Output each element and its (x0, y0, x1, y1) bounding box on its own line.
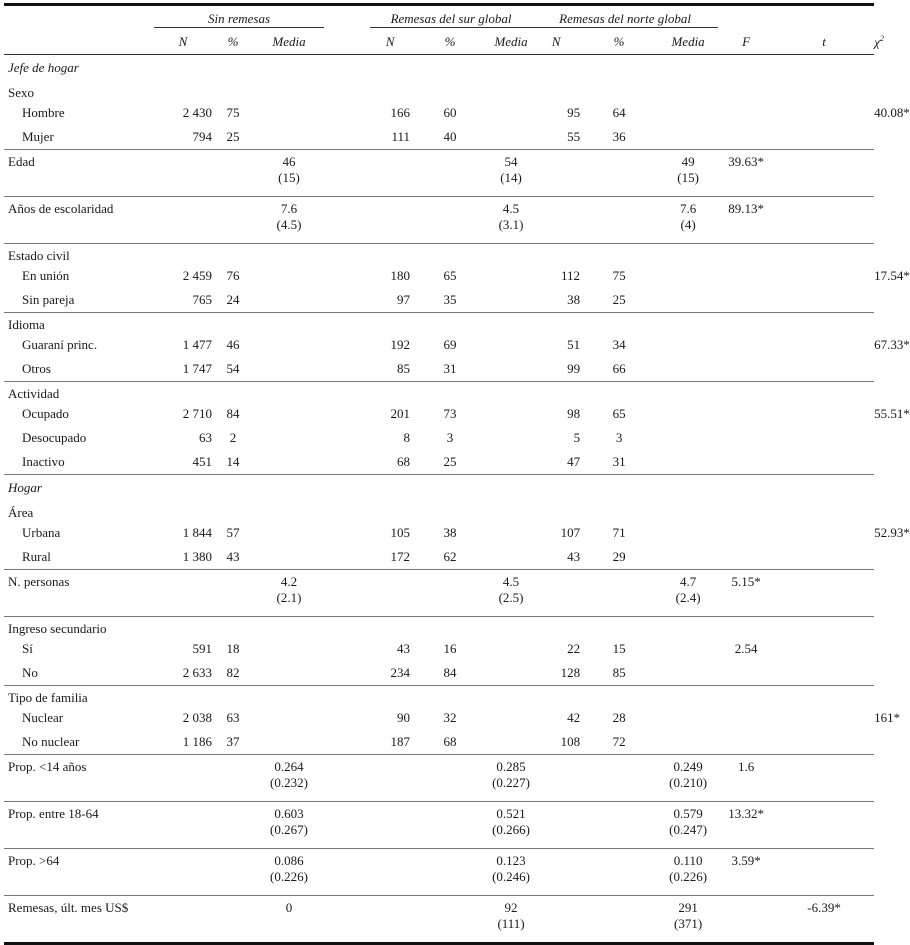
table-row (4, 545, 874, 570)
table-row (4, 244, 874, 265)
cell-pct-3: 72 (612, 734, 626, 749)
cell-media-2: 0.521 (0.266) (492, 806, 530, 837)
table-row: Nuclear 2 038 63 90 32 42 28 161* (4, 706, 874, 730)
table-row (4, 617, 874, 638)
cell-n-2: 8 (403, 430, 411, 445)
cell-n-3: 99 (567, 361, 581, 376)
cell-pct-2: 65 (443, 268, 457, 283)
table-row (4, 849, 874, 896)
row-label: Ocupado (22, 406, 69, 421)
col-pct-2: % (444, 34, 456, 49)
cell-n-2: 166 (390, 105, 411, 120)
row-label: Guaraní princ. (22, 337, 98, 352)
cell-pct-3: 34 (612, 337, 626, 352)
section-label-jefe: Jefe de hogar (8, 60, 79, 75)
table-row (4, 755, 874, 802)
cell-media-3: 7.6 (4) (679, 201, 697, 232)
table-row (4, 357, 874, 382)
cell-pct-2: 16 (443, 641, 457, 656)
col-media-1: Media (272, 34, 306, 49)
table-row (4, 81, 874, 101)
table-row: Ocupado 2 710 84 201 73 98 65 55.51* (4, 402, 874, 426)
cell-pct-1: 63 (226, 710, 240, 725)
cell-n-1: 63 (199, 430, 212, 445)
cell-f: 39.63* (728, 154, 764, 169)
group-header-row (4, 6, 874, 30)
cell-f: 1.6 (737, 759, 755, 774)
cell-n-1: 2 038 (182, 710, 212, 725)
cell-media-2: 92 (111) (497, 900, 525, 931)
col-n-3: N (551, 34, 561, 49)
section-row-jefe (4, 55, 874, 82)
cell-media-3: 0.110 (0.226) (669, 853, 708, 884)
cell-pct-1: 54 (226, 361, 240, 376)
cell-n-3: 55 (567, 129, 581, 144)
table-row (4, 288, 874, 313)
cell-pct-3: 29 (612, 549, 626, 564)
cell-media-2: 54 (14) (500, 154, 522, 185)
row-label: Prop. >64 (8, 853, 60, 868)
cell-pct-1: 82 (226, 665, 240, 680)
row-label: Urbana (22, 525, 61, 540)
row-label: Desocupado (22, 430, 87, 445)
table-row (4, 426, 874, 450)
table-row: Urbana 1 844 57 105 38 107 71 52.93* (4, 521, 874, 545)
row-label: Otros (22, 361, 51, 376)
row-label: Inactivo (22, 454, 65, 469)
table-row (4, 637, 874, 661)
table-row (4, 686, 874, 707)
cell-pct-2: 60 (443, 105, 457, 120)
row-label: Prop. <14 años (8, 759, 87, 774)
cell-pct-2: 32 (443, 710, 457, 725)
cell-pct-1: 57 (226, 525, 240, 540)
cell-media-1: 0.264 (0.232) (270, 759, 308, 790)
cell-pct-2: 40 (443, 129, 457, 144)
cell-media-3: 49 (15) (677, 154, 699, 185)
cell-media-1: 0.603 (0.267) (270, 806, 308, 837)
table-row (4, 197, 874, 244)
cell-pct-1: 37 (226, 734, 240, 749)
cell-n-1: 591 (192, 641, 212, 656)
section-row-hogar (4, 475, 874, 502)
cell-media-1: 4.2 (2.1) (276, 574, 302, 605)
cell-n-3: 47 (567, 454, 581, 469)
cell-pct-2: 62 (443, 549, 457, 564)
col-f: F (742, 34, 751, 49)
cell-n-2: 192 (390, 337, 411, 352)
cell-pct-3: 66 (612, 361, 626, 376)
cell-n-3: 51 (567, 337, 581, 352)
cell-media-3: 0.579 (0.247) (669, 806, 708, 837)
cell-media-1: 46 (15) (278, 154, 300, 185)
cell-pct-1: 43 (226, 549, 240, 564)
cell-pct-3: 15 (612, 641, 626, 656)
cell-media-2: 0.123 (0.246) (492, 853, 530, 884)
table-row (4, 570, 874, 617)
col-pct-3: % (613, 34, 625, 49)
cell-f: 3.59* (731, 853, 761, 868)
cell-n-3: 43 (567, 549, 581, 564)
row-label: No (22, 665, 38, 680)
cell-n-2: 180 (390, 268, 411, 283)
cell-n-2: 97 (397, 292, 411, 307)
cell-n-1: 2 430 (182, 105, 212, 120)
cell-pct-3: 75 (612, 268, 626, 283)
group-header-sur-global: Remesas del sur global (370, 11, 532, 28)
cell-n-3: 5 (573, 430, 581, 445)
cell-f: 5.15* (731, 574, 761, 589)
row-label: Ingreso secundario (8, 621, 107, 636)
cell-n-3: 22 (567, 641, 581, 656)
cell-n-2: 85 (397, 361, 411, 376)
cell-n-2: 111 (391, 129, 411, 144)
table-row (4, 125, 874, 150)
row-label: Prop. entre 18-64 (8, 806, 99, 821)
group-header-norte-global: Remesas del norte global (532, 11, 718, 28)
col-n-2: N (385, 34, 395, 49)
cell-pct-3: 65 (612, 406, 626, 421)
cell-pct-3: 85 (612, 665, 626, 680)
cell-media-2: 4.5 (2.5) (498, 574, 524, 605)
row-label: Sexo (8, 85, 34, 100)
row-label: Sin pareja (22, 292, 75, 307)
cell-pct-3: 25 (612, 292, 626, 307)
cell-pct-3: 64 (612, 105, 626, 120)
cell-media-1: 7.6 (4.5) (276, 201, 302, 232)
cell-n-3: 98 (567, 406, 581, 421)
data-table (4, 6, 910, 942)
cell-pct-1: 84 (226, 406, 240, 421)
cell-pct-3: 71 (612, 525, 626, 540)
table-row: En unión 2 459 76 180 65 112 75 17.54* (4, 264, 874, 288)
cell-pct-2: 25 (443, 454, 457, 469)
col-pct-1: % (227, 34, 239, 49)
cell-pct-3: 3 (615, 430, 623, 445)
row-label: Rural (22, 549, 51, 564)
cell-n-2: 105 (390, 525, 411, 540)
table-row (4, 661, 874, 686)
cell-n-3: 128 (560, 665, 581, 680)
cell-n-1: 1 747 (182, 361, 212, 376)
cell-n-3: 95 (567, 105, 581, 120)
cell-pct-3: 36 (612, 129, 626, 144)
col-media-2: Media (494, 34, 528, 49)
row-label: Edad (8, 154, 35, 169)
cell-media-2: 0.285 (0.227) (492, 759, 530, 790)
chi-superscript: 2 (879, 33, 884, 43)
table-row (4, 501, 874, 521)
column-header-row: N % Media N % Media N % Media F t $\chi^2$ (4, 30, 874, 55)
cell-media-1: 0.086 (0.226) (270, 853, 308, 884)
row-label: Tipo de familia (8, 690, 88, 705)
cell-pct-1: 25 (226, 129, 240, 144)
cell-pct-3: 28 (612, 710, 626, 725)
row-label: Estado civil (8, 248, 70, 263)
table-row (4, 150, 874, 197)
cell-n-1: 794 (192, 129, 212, 144)
group-header-sin-remesas: Sin remesas (154, 11, 324, 28)
row-label: Mujer (22, 129, 54, 144)
cell-pct-2: 31 (443, 361, 457, 376)
cell-n-1: 765 (192, 292, 212, 307)
cell-f: 89.13* (728, 201, 764, 216)
cell-n-3: 108 (560, 734, 581, 749)
cell-pct-2: 68 (443, 734, 457, 749)
cell-media-1: 0 (285, 900, 293, 915)
row-label: Años de escolaridad (8, 201, 114, 216)
cell-n-3: 38 (567, 292, 581, 307)
cell-pct-1: 18 (226, 641, 240, 656)
row-label: Sí (22, 641, 33, 656)
cell-media-3: 0.249 (0.210) (669, 759, 708, 790)
cell-media-3: 291 (371) (673, 900, 703, 931)
cell-n-2: 234 (390, 665, 411, 680)
cell-n-3: 112 (561, 268, 581, 283)
cell-pct-2: 69 (443, 337, 457, 352)
row-label: Remesas, últ. mes US$ (8, 900, 129, 915)
col-t: t (822, 34, 826, 49)
row-label: No nuclear (22, 734, 80, 749)
table-row: Guaraní princ. 1 477 46 192 69 51 34 67.33* (4, 333, 874, 357)
table-row (4, 450, 874, 475)
cell-pct-1: 46 (226, 337, 240, 352)
cell-pct-1: 2 (229, 430, 237, 445)
row-label: Actividad (8, 386, 60, 401)
cell-f: 2.54 (734, 641, 758, 656)
cell-f: 13.32* (728, 806, 764, 821)
row-label: En unión (22, 268, 70, 283)
row-label: N. personas (8, 574, 70, 589)
row-label: Idioma (8, 317, 45, 332)
cell-n-2: 187 (390, 734, 411, 749)
row-label: Área (8, 505, 34, 520)
section-label-hogar: Hogar (8, 480, 42, 495)
cell-pct-1: 14 (226, 454, 240, 469)
cell-n-1: 1 380 (182, 549, 212, 564)
cell-n-1: 451 (192, 454, 212, 469)
cell-pct-2: 3 (446, 430, 454, 445)
cell-n-3: 107 (560, 525, 581, 540)
cell-pct-3: 31 (612, 454, 626, 469)
cell-pct-1: 76 (226, 268, 240, 283)
table-row (4, 730, 874, 755)
table-row (4, 382, 874, 403)
cell-t: -6.39* (807, 900, 841, 915)
row-label: Nuclear (22, 710, 64, 725)
cell-pct-2: 73 (443, 406, 457, 421)
descriptive-statistics-table (4, 3, 910, 945)
col-n-1: N (178, 34, 188, 49)
cell-n-1: 1 186 (182, 734, 212, 749)
cell-pct-2: 38 (443, 525, 457, 540)
cell-n-1: 1 844 (182, 525, 212, 540)
table-row: Hombre 2 430 75 166 60 95 64 40.08* (4, 101, 874, 125)
cell-n-2: 43 (397, 641, 411, 656)
cell-n-1: 1 477 (182, 337, 212, 352)
cell-n-1: 2 710 (182, 406, 212, 421)
cell-n-2: 90 (397, 710, 411, 725)
table-row (4, 896, 874, 943)
cell-n-2: 68 (397, 454, 411, 469)
cell-pct-2: 84 (443, 665, 457, 680)
cell-pct-2: 35 (443, 292, 457, 307)
cell-pct-1: 24 (226, 292, 240, 307)
cell-pct-1: 75 (226, 105, 240, 120)
col-media-3: Media (671, 34, 705, 49)
cell-media-2: 4.5 (3.1) (498, 201, 524, 232)
table-row (4, 802, 874, 849)
cell-n-1: 2 633 (182, 665, 212, 680)
cell-media-3: 4.7 (2.4) (675, 574, 701, 605)
row-label: Hombre (22, 105, 65, 120)
cell-n-2: 172 (390, 549, 411, 564)
cell-n-1: 2 459 (182, 268, 212, 283)
table-row (4, 313, 874, 334)
cell-n-3: 42 (567, 710, 581, 725)
cell-n-2: 201 (390, 406, 411, 421)
